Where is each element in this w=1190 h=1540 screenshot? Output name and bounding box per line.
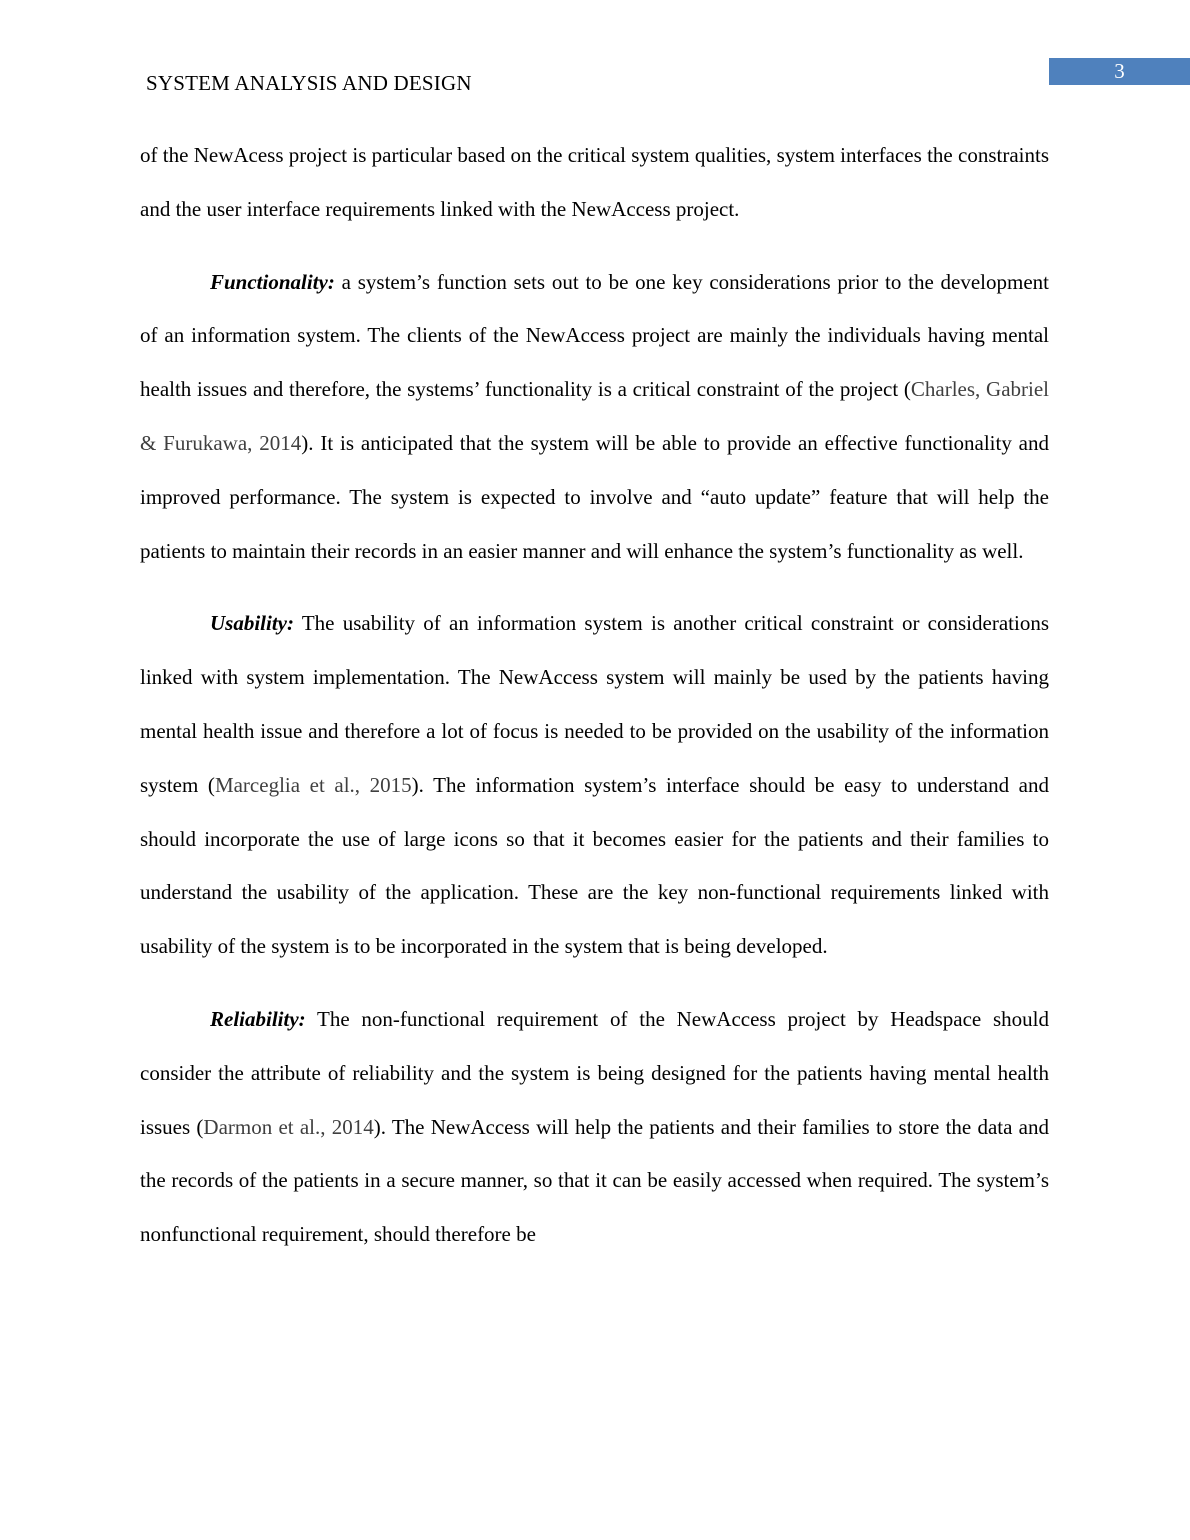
citation: Darmon et al., 2014	[203, 1114, 374, 1139]
paragraph-text: The non-functional requirement of the NewAccess project by Headspace should consider the attribute of reliability and the system is being designed for the patients having mental health issues (	[140, 1006, 1049, 1139]
paragraph-text: a system’s function sets out to be one key considerations prior to the development of an information system. The clients of the NewAccess project are mainly the individuals having mental health issues and therefore, the systems’ functionality is a critical constraint of the project (	[140, 269, 1049, 402]
paragraph-text: ). It is anticipated that the system will be able to provide an effective functionality and improved performance. The system is expected to involve and “auto update” feature that will help the patients to maintain their records in an easier manner and will enhance the system’s functionality as well.	[140, 430, 1049, 563]
paragraph-text: ). The NewAccess will help the patients and their families to store the data and the records of the patients in a secure manner, so that it can be easily accessed when required. The system’s nonfunctional requirement, should therefore be	[140, 1114, 1049, 1247]
paragraph-text: The usability of an information system is another critical constraint or considerations linked with system implementation. The NewAccess system will mainly be used by the patients having mental health issue and therefore a lot of focus is needed to be provided on the usability of the information system (	[140, 611, 1049, 797]
document-body	[140, 129, 1049, 1262]
paragraph-usability	[140, 597, 1049, 974]
paragraph-functionality	[140, 256, 1049, 579]
reliability-heading: Reliability:	[210, 1006, 306, 1031]
citation: Marceglia et al., 2015	[214, 772, 412, 797]
paragraph-text: ). The information system’s interface should be easy to understand and should incorporate the use of large icons so that it becomes easier for the patients and their families to understand the usability of the application. These are the key non-functional requirements linked with usability of the system is to be incorporated in the system that is being developed.	[140, 772, 1049, 959]
functionality-heading: Functionality:	[210, 269, 335, 294]
running-head: SYSTEM ANALYSIS AND DESIGN	[146, 71, 472, 95]
page-number-box	[1049, 58, 1190, 85]
paragraph-reliability	[140, 993, 1049, 1262]
usability-heading: Usability:	[210, 611, 294, 636]
page-number: 3	[1114, 59, 1125, 83]
paragraph-continuation: of the NewAcess project is particular based on the critical system qualities, system interfaces the constraints and the user interface requirements linked with the NewAccess project.	[140, 143, 1049, 221]
citation: Charles, Gabriel & Furukawa, 2014	[140, 377, 1049, 455]
